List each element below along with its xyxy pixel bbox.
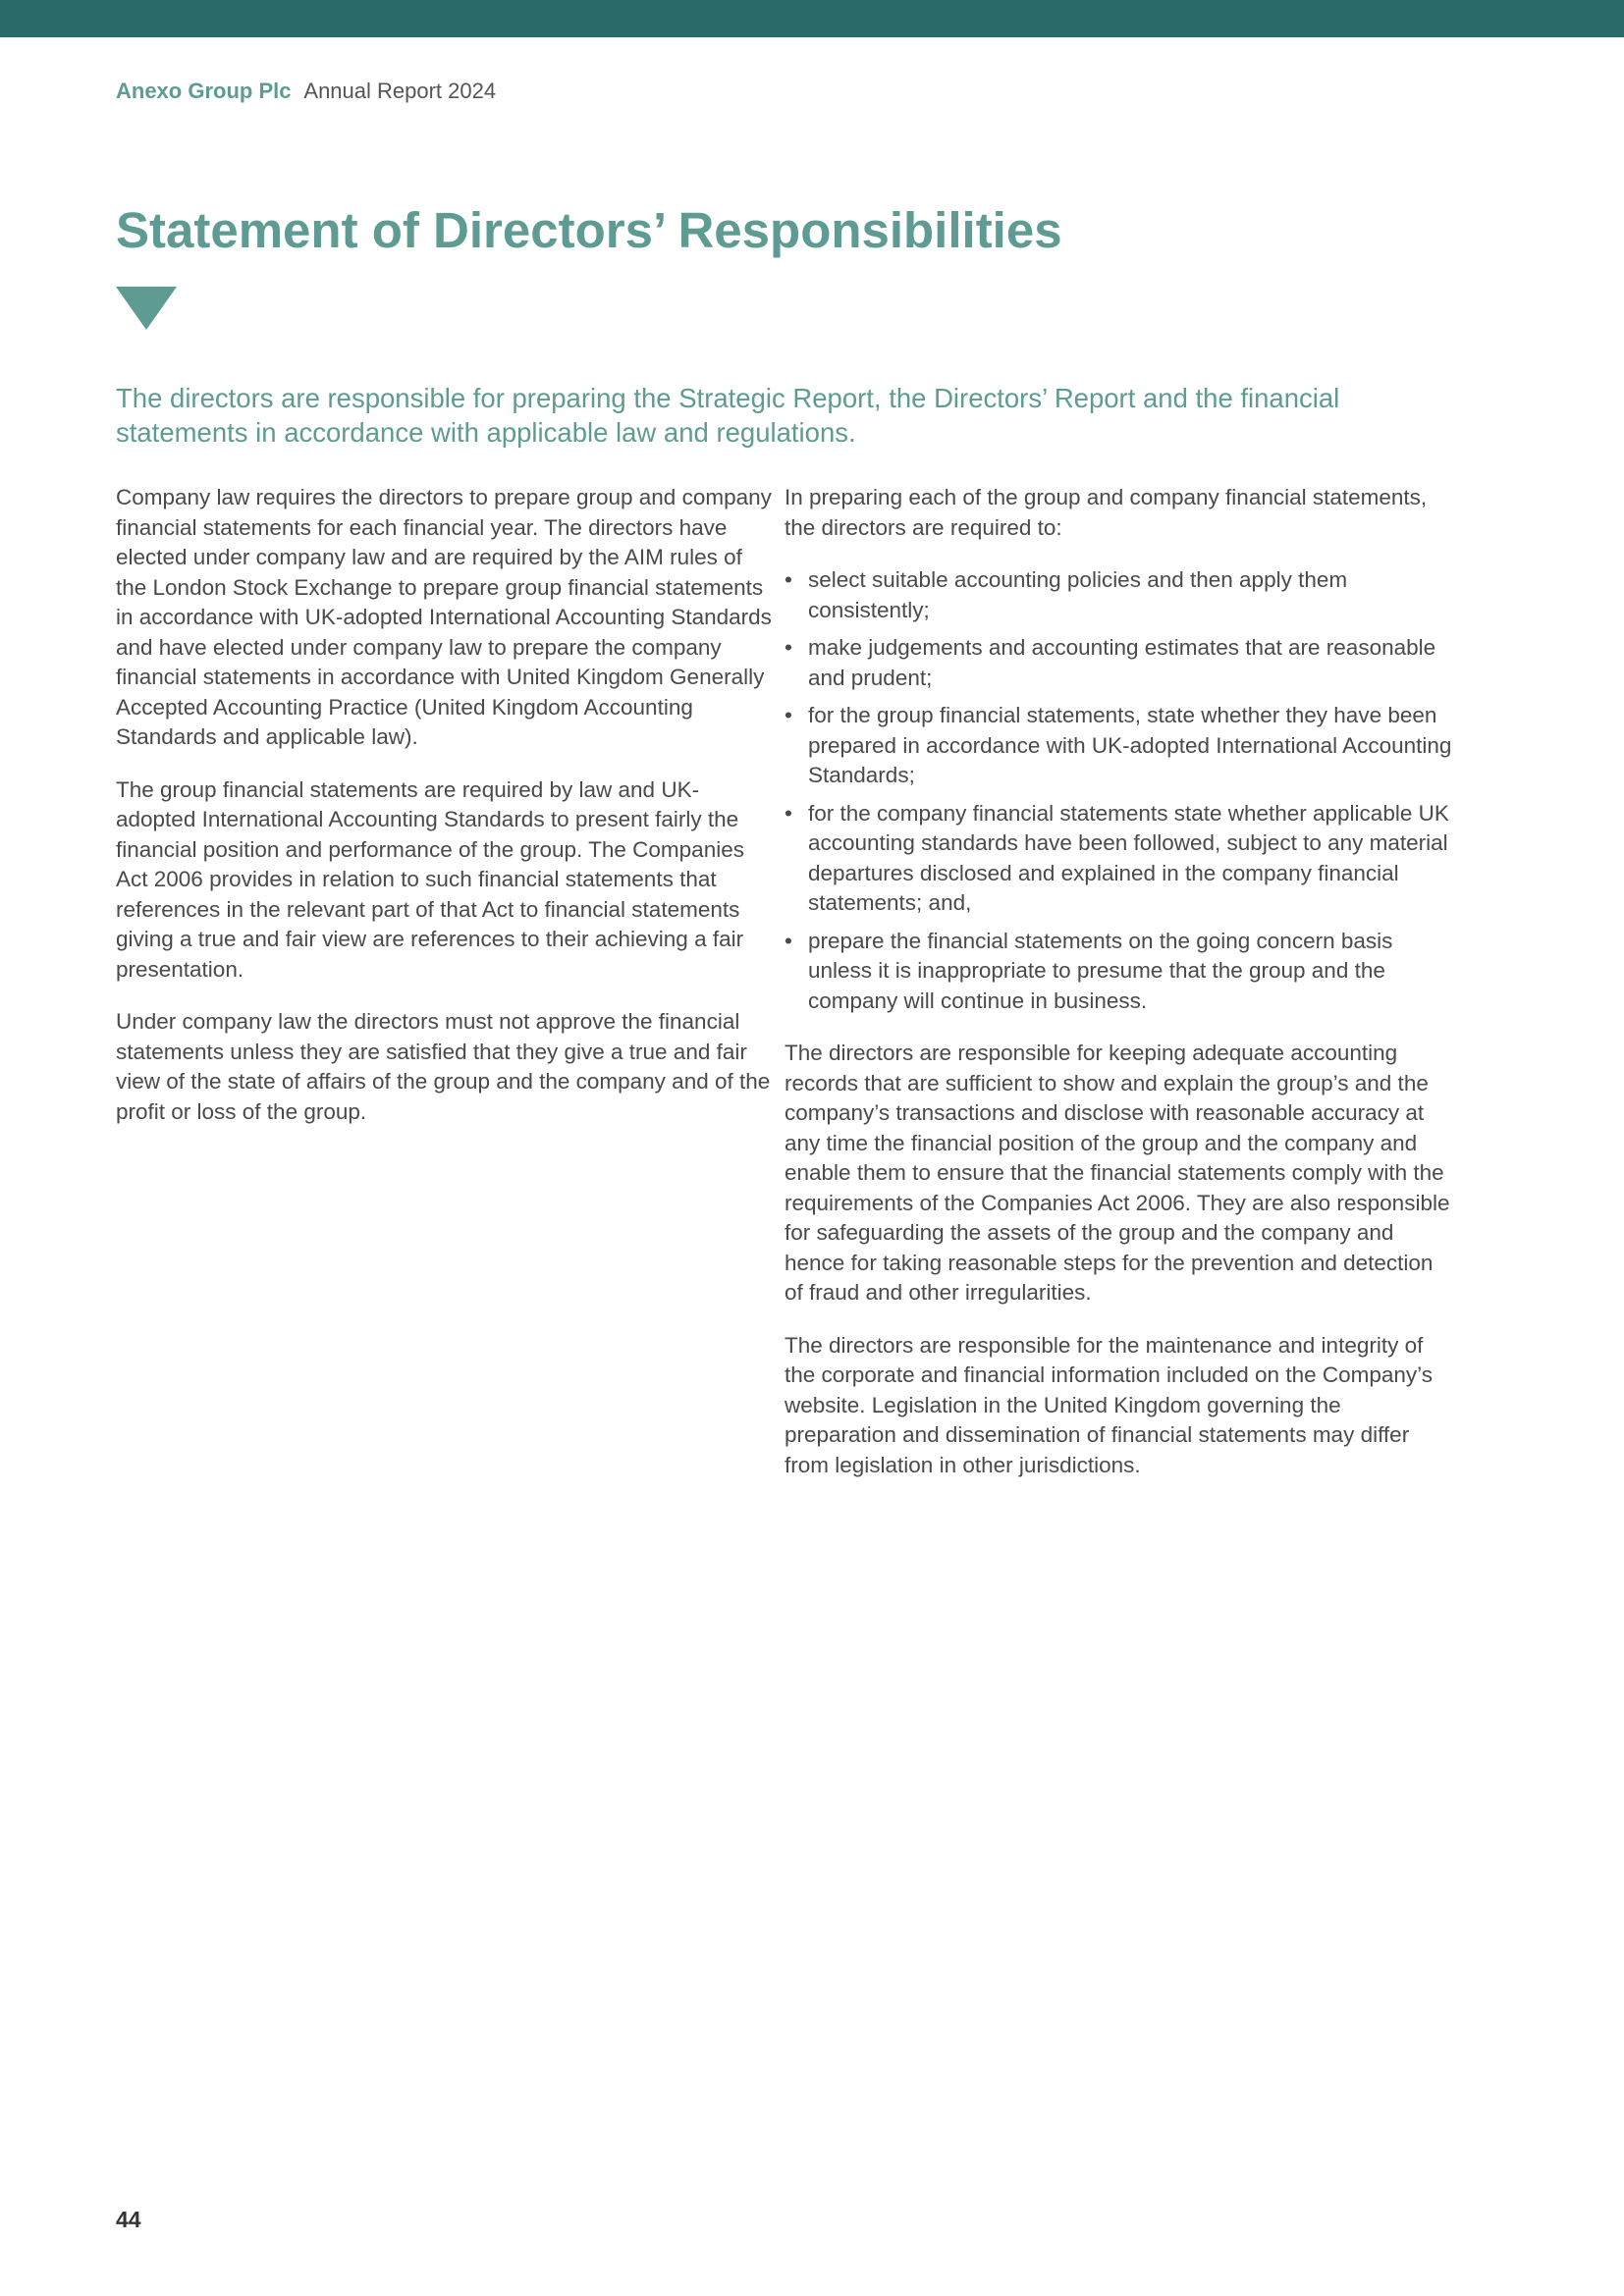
- right-column: [785, 483, 1452, 1503]
- lead-paragraph: The directors are responsible for preparing the Strategic Report, the Directors’ Report and the financial statements in accordance with applicable law and regulations.: [116, 383, 1340, 448]
- list-item: [785, 799, 1452, 919]
- bullet-icon: •: [785, 703, 792, 727]
- responsibilities-list: [785, 565, 1452, 1016]
- triangle-marker-icon: [116, 287, 177, 330]
- header-company-name: Anexo Group Plc: [116, 79, 292, 103]
- running-header: [116, 77, 496, 106]
- bullet-icon: •: [785, 567, 792, 592]
- body-paragraph: The directors are responsible for keeping adequate accounting records that are sufficient to show and explain the group’s and the company’s transactions and disclose with reasonable accuracy at any time the financial position of the group and the company and enable them to ensure that the financial statements comply with the requirements of the Companies Act 2006. They are also responsible for safeguarding the assets of the group and the company and hence for taking reasonable steps for the prevention and detection of fraud and other irregularities.: [785, 1041, 1450, 1305]
- body-paragraph: Company law requires the directors to prepare group and company financial statements for each financial year. The directors have elected under company law and are required by the AIM rules of the London Stock Exchange to prepare group financial statements in accordance with UK-adopted International Accounting Standards and have elected under company law to prepare the company financial statements in accordance with United Kingdom Generally Accepted Accounting Practice (United Kingdom Accounting Standards and applicable law).: [116, 485, 772, 749]
- bullet-icon: •: [785, 928, 792, 953]
- list-item-text: select suitable accounting policies and then apply them consistently;: [808, 567, 1348, 622]
- list-intro: In preparing each of the group and company financial statements, the directors are required to:: [785, 485, 1428, 540]
- list-item-text: for the group financial statements, state whether they have been prepared in accordance with UK-adopted International Accounting Standards;: [808, 703, 1452, 787]
- list-item: [785, 565, 1452, 625]
- header-report-name: Annual Report 2024: [303, 79, 497, 103]
- list-item: [785, 927, 1452, 1017]
- left-column: [116, 483, 772, 1149]
- page-number: 44: [116, 2207, 141, 2232]
- body-paragraph: Under company law the directors must not approve the financial statements unless they are satisfied that they give a true and fair view of the state of affairs of the group and the company and of the profit or loss of the group.: [116, 1009, 771, 1124]
- list-item: [785, 701, 1452, 791]
- list-item-text: for the company financial statements state whether applicable UK accounting standards have been followed, subject to any material departures disclosed and explained in the company financial statements; and,: [808, 800, 1449, 915]
- body-paragraph: The group financial statements are required by law and UK-adopted International Accounting Standards to present fairly the financial position and performance of the group. The Companies Act 2006 provides in relation to such financial statements that references in the relevant part of that Act to financial statements giving a true and fair view are references to their achieving a fair presentation.: [116, 776, 744, 982]
- body-paragraph: The directors are responsible for the maintenance and integrity of the corporate and financial information included on the Company’s website. Legislation in the United Kingdom governing the preparation and dissemination of financial statements may differ from legislation in other jurisdictions.: [785, 1332, 1433, 1477]
- list-item-text: make judgements and accounting estimates that are reasonable and prudent;: [808, 635, 1436, 690]
- list-item-text: prepare the financial statements on the going concern basis unless it is inappropriate to presume that the group and the company will continue in business.: [808, 928, 1393, 1013]
- bullet-icon: •: [785, 635, 792, 660]
- page-title: Statement of Directors’ Responsibilities: [116, 202, 1062, 258]
- top-color-band: [0, 0, 1624, 37]
- list-item: [785, 633, 1452, 693]
- bullet-icon: •: [785, 800, 792, 826]
